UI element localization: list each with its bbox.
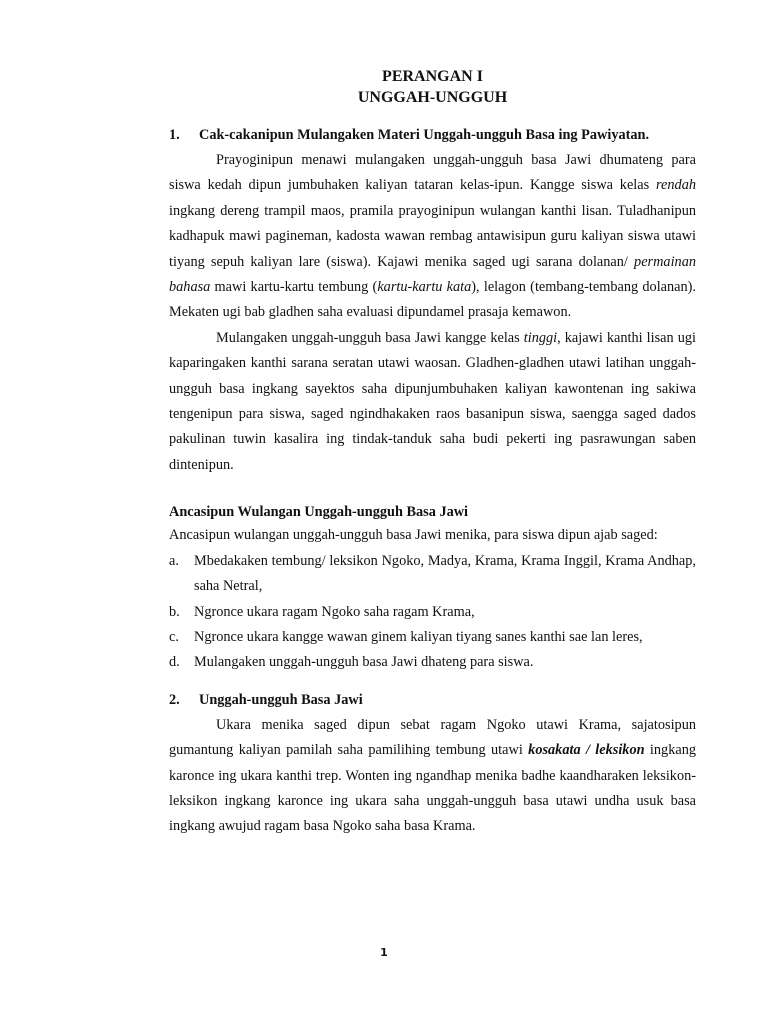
text-run: ingkang karonce ing ukara kanthi trep. Wonten ing ngandhap menika badhe kaandharaken leksikon-leksikon ingkang karonce ing ukara saha unggah-ungguh basa utawi undha usuk basa ingkang awujud ragam basa Ngoko saha basa Krama. bbox=[169, 742, 696, 835]
text-run: Prayoginipun menawi mulangaken unggah-ungguh basa Jawi dhumateng para siswa kedah dipun jumbuhaken kaliyan tataran kelas-ipun. Kangge siswa kelas bbox=[169, 152, 696, 194]
section2-heading bbox=[169, 690, 696, 710]
list-text: Ngronce ukara ragam Ngoko saha ragam Krama, bbox=[194, 603, 475, 620]
text-run: , kajawi kanthi lisan ugi kaparingaken kanthi sarana seratan utawi waosan. Gladhen-gladhen utawi latihan unggah-ungguh basa ingkang sayektos saha dipunjumbuhaken kaliyan kawontenan ing sakiwa tengenipun para siswa, saged ngindhakaken raos basanipun siswa, saengga saged dados pakulinan tuwin kasalira ing tindak-tanduk saha budi pekerti ing pasrawungan saben dintenipun. bbox=[169, 329, 696, 473]
section1-paragraph-2 bbox=[169, 326, 696, 478]
chapter-title bbox=[169, 66, 696, 108]
list-marker: c. bbox=[169, 628, 179, 645]
ancas-heading: Ancasipun Wulangan Unggah-ungguh Basa Jawi bbox=[169, 504, 469, 521]
list-item bbox=[169, 650, 696, 675]
text-run: ingkang dereng trampil maos, pramila prayoginipun wulangan kanthi lisan. Tuladhanipun kadhapuk mawi pagineman, kadosta wawan rembag antawisipun guru kaliyan siswa utawi tiyang sepuh kaliyan lare (siswa). Kajawi menika saged ugi sarana dolanan/ bbox=[169, 202, 696, 270]
document-page bbox=[169, 66, 696, 840]
text-run: mawi kartu-kartu tembung ( bbox=[210, 279, 378, 296]
page-number: 1 bbox=[380, 946, 388, 959]
section2-heading-text: Unggah-ungguh Basa Jawi bbox=[199, 691, 363, 708]
ancas-list bbox=[169, 549, 696, 676]
chapter-title-line2: UNGGAH-UNGGUH bbox=[357, 89, 508, 106]
italic-term: rendah bbox=[656, 177, 696, 194]
list-text: Mbedakaken tembung/ leksikon Ngoko, Madya, Krama, Krama Inggil, Krama Andhap, saha Netral, bbox=[194, 552, 696, 595]
ancas-intro: Ancasipun wulangan unggah-ungguh basa Jawi menika, para siswa dipun ajab saged: bbox=[169, 527, 658, 544]
list-text: Ngronce ukara kangge wawan ginem kaliyan tiyang sanes kanthi sae lan leres, bbox=[194, 628, 643, 645]
section1-paragraph-1 bbox=[169, 148, 696, 326]
list-text: Mulangaken unggah-ungguh basa Jawi dhateng para siswa. bbox=[194, 654, 534, 671]
text-run: Ukara menika saged dipun sebat ragam Ngoko utawi Krama, sajatosipun gumantung kaliyan pamilah saha pamilihing tembung utawi bbox=[169, 716, 696, 759]
list-marker: b. bbox=[169, 603, 180, 620]
bold-italic-term: kosakata / leksikon bbox=[528, 742, 645, 759]
section1-number: 1. bbox=[169, 127, 180, 143]
text-run: Mulangaken unggah-ungguh basa Jawi kangge kelas bbox=[216, 329, 524, 346]
list-item bbox=[169, 625, 696, 650]
italic-term: permainan bahasa bbox=[169, 253, 696, 296]
list-marker: a. bbox=[169, 552, 179, 569]
text-run: ), lelagon (tembang-tembang dolanan). Mekaten ugi bab gladhen saha evaluasi dipundamel prasaja kemawon. bbox=[169, 279, 696, 321]
section2-paragraph-1 bbox=[169, 713, 696, 840]
chapter-title-line1: PERANGAN I bbox=[382, 68, 483, 85]
list-item bbox=[169, 549, 696, 600]
section2-number: 2. bbox=[169, 691, 180, 708]
list-item bbox=[169, 600, 696, 625]
list-marker: d. bbox=[169, 654, 180, 671]
italic-term: kartu-kartu kata bbox=[377, 279, 472, 296]
italic-term: tinggi bbox=[523, 329, 558, 346]
section1-heading bbox=[169, 125, 696, 145]
section1-heading-text: Cak-cakanipun Mulangaken Materi Unggah-ungguh Basa ing Pawiyatan. bbox=[199, 127, 650, 143]
